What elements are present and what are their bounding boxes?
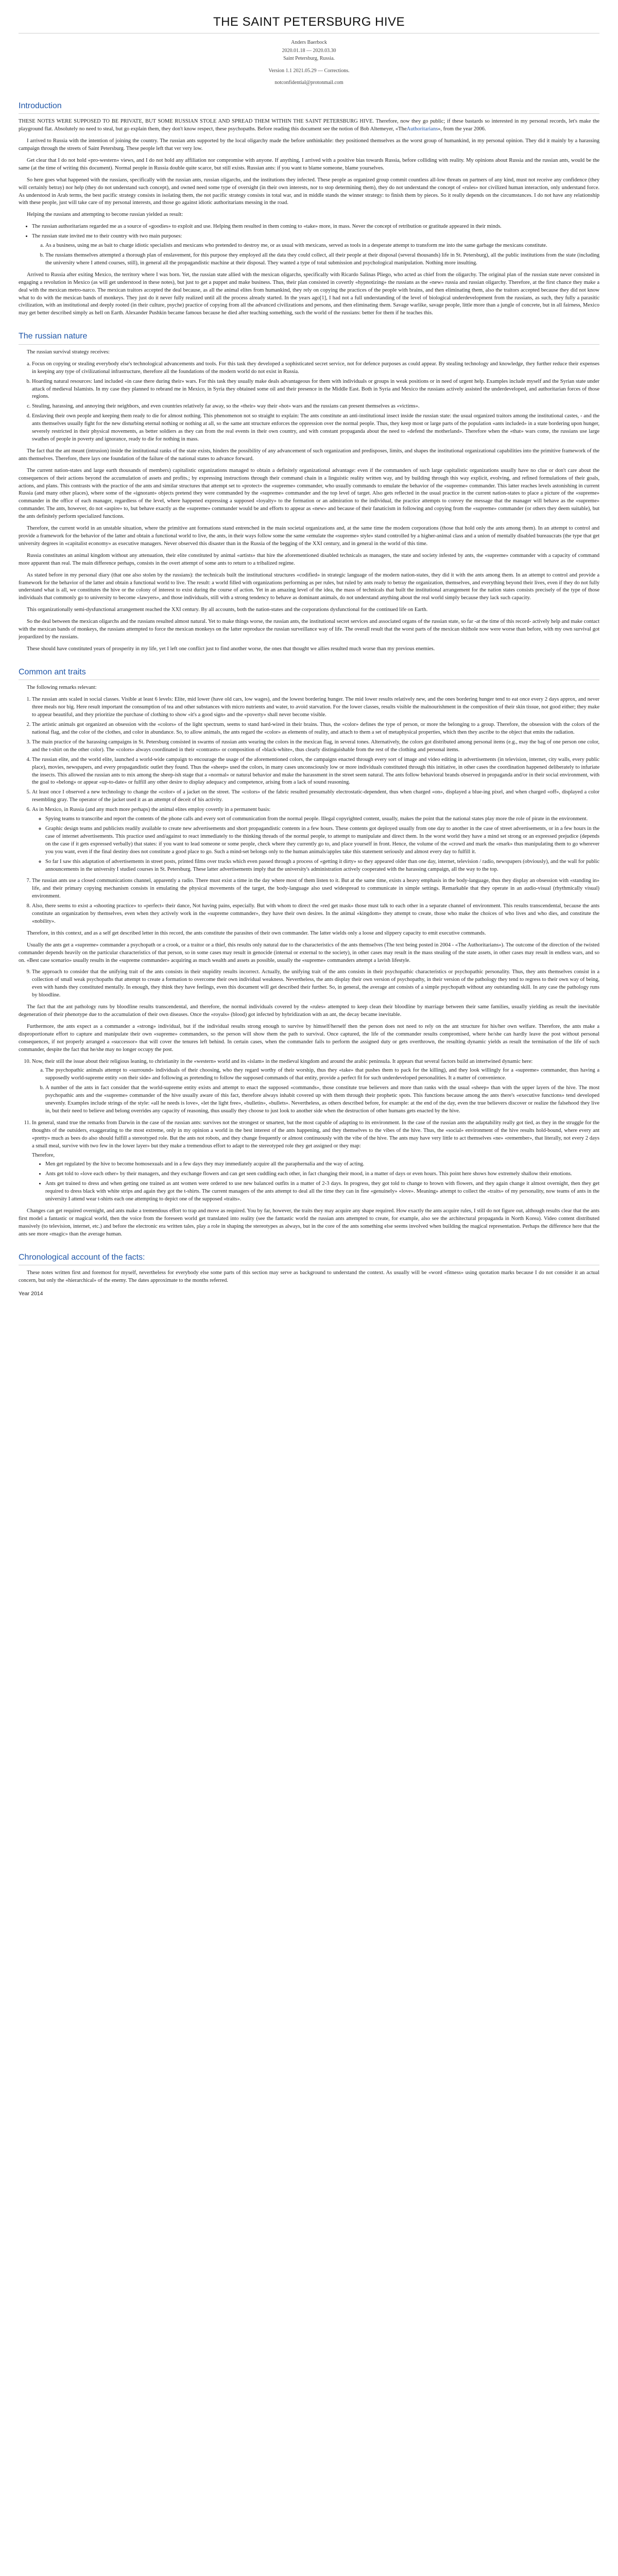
traits-list-religion (19, 1058, 599, 1204)
version: Version 1.1 2021.05.29 — Corrections. (268, 67, 350, 74)
nature-paragraph-8: These should have constituted years of prosperity in my life, yet I left one conflict just to find another worse, the ones that thought we allies resulted much worse than my previous enemies. (27, 646, 435, 652)
list-item: 1. The russian ants scaled in social classes. Visible at least 6 levels: Elite, mid lower (have old cars, low wages), and the lowest bordering hunger. The mid lower results relatively new, and the ones bordering hunger tend to eat once every 2 days approx, and never three meals nor big. Here result important the consumption of tea and other substances with micro nutrients and water, to avoid starvation. For the lower classes, results visible the malnourishment in the composition of their skin tissue, not good either; they make to appear beautiful, and they prioritize the purchase of clothing to show «it's a good sign» and the «poverty» shall never become visible. (32, 696, 599, 719)
section-russian-nature: The russian nature (19, 331, 599, 345)
intro-purposes-list (32, 242, 599, 267)
list-item: ◦ Graphic design teams and publicists readily available to create new advertisements and short propagandistic contents in a few hours. These contents got deployed usually from one day to another in the case of street advertisements, or in a few hours in the case of internet advertisements. This practice used and/against to react immediately to the thinking threads of the normal people, to attempt to manipulate and direct them. In the worst world they have a mind set strong or an expressed prejudice (depends on the case if it gets expressed verbally) that states: if you want to lead someone or some people, check where they currently go to, and place yourself in front. Hence, the volume of the «crowd and mark the «mark» thus manipulating them to go wherever you you want, even if the final destiny does not constitute a good place to go. Such a mind-set belongs only to the human animals/apples take this statement seriously and almost every day to fulfill it. (45, 825, 599, 856)
list-item: • The russian state invited me to their country with two main purposes: a. As a business, using me as bait to charge idiotic specialists and mexicans who pretended to destroy me, or as usual with mexicans, served as tools in a desperate attempt to transform me into the same garbage the mexicans constitute. b. The russians themselves attempted a thorough plan of enslavement, for this purpose they employed all the data they could collect, all their people at their disposal (several thousands) life in St. Petersburg), all the public institutions from the state (including the university where I attend courses, still), in general all the propagandistic machine at their disposal. They wanted a type of total submission and psychological manipulation. Nothing more insulting. (32, 233, 599, 267)
email: notconfidential@protonmail.com (274, 80, 344, 86)
nature-strategy-list (19, 361, 599, 444)
document-meta (19, 39, 599, 87)
list-item: 10. Now, their still the issue about their religious leaning, to christianity in the «western» world and its «islam» in the medieval kingdom and around the arabic peninsula. It appears that several factors build an intertwined dynamic here: a. The psychopathic animals attempt to «surround» individuals of their choosing, who they regard worthy of their worship, thus they «take» that pushes them to pack for the killing), and they look willingly for a «supreme» commander, thus having a supposedly world-supreme entity «on their side» and following as pretending to follow the supposed commands of that entity, provide a perfect fit for such underdeveloped personalities. It a matter of convenience. b. A number of the ants in fact consider that the world-supreme entity exists and attempt to enact the supposed «commands», those constitute true believers and more than ranks with the usual «sheep» than with the upper layers of the hive. The most psychopathic ants and the «supreme» commander of the hive usually aware of this fact, therefore always inhabit covered up with them through their prophetic spots. This functions because among the ants there's «executive functions» tend developed unevenly. Examples include strings of the style: «all he needs is love», «let the light free», «bulletin», «bullets». Nevertheless, as others described before, for example: at the end of the day, even the true believers discover or realize the falsehood they live in, but their need to believe and belong overrides any capacity of reasoning, thus usually they choose to just look to another side when the destruction of other humans gets enacted by the hive. (32, 1058, 599, 1115)
nature-paragraph-4: Russia constitutes an animal kingdom without any attenuation, their elite constituted by animal «artists» that hire the aforementioned disabled technicals as managers, the state and society infested by ants, the «supreme» commander with a capacity of command more apparent than real. The main difference perhaps, consists in the overt attempt of some ants to return to a tribalized regime. (19, 552, 599, 566)
list-item: a. Focus on copying or stealing everybody else's technological advancements and tools. For this task they developed a sophisticated secret service, not for defence purposes as could appear. By stealing technology and knowledge, they further reduce their expenses in keeping any type of civilizational infrastructure, therefore all the foundations of the modern world do not exist in Russia. (32, 361, 599, 376)
traits-paragraph-5: Furthermore, the ants expect as a commander a «strong» individual, but if the individual results strong enough to survive by himself/herself then the person does not need to rely on the ant structure for his/her own welfare. Therefore, the ants make a disproportionate effort to capture and manipulate their own «supreme» commanders, so the person will show them the path to survival. Once captured, the life of the commander results compromised, where he/she can hardly leave the post without personal consequences, if not properly arranged a «successor» that will cover the tenures left behind. In certain cases, when the commander fails to perform the assigned duty or gets overthrown, the resulting dynamic yields as result the termination of the life of such commander, despite the fact that he/she may no longer occupy the post. (19, 1023, 599, 1053)
section-chronology: Chronological account of the facts: (19, 1252, 599, 1266)
intro-results-list (19, 223, 599, 267)
list-item: • Men get regulated by the hive to become homosexuals and in a few days they may immediately acquire all the paraphernalia and the way of acting. (45, 1161, 599, 1168)
section-common-ant-traits: Common ant traits (19, 667, 599, 681)
list-item: 4. The russian elite, and the world elite, launched a world-wide campaign to encourage the usage of the aforementioned colors, the campaigns enacted through every sort of image and video editing in advertisements (in television, internet, city walls, every public place), movies, newspapers, and every propagandistic outlet they found. Thus the «sheep» used the colors, in many cases unconsciously low or more individuals constituted through this initiative, in other cases the coordination happened deliberately to infuriate the insects. This allowed the russian ants to mix among the sheep-ish stage that a «normal» or natural behavior and make the harassment in the street seem natural. The ants follow behavioral brands observed in propaganda and/or in their social environment, with the goal to «belong» or appear «up-to-date» or fulfill any other desire to display adequacy and competence, arising from a lack of sound reasoning. (32, 756, 599, 787)
list-item: • The russian authoritarians regarded me as a source of «goodies» to exploit and use. Helping them resulted in them coming to «take» more, in mass. Never the concept of retribution or gratitude appeared in their minds. (32, 223, 599, 231)
list-item: • Ants get trained to dress and when getting one trained as ant women were ordered to use new balanced outfits in a matter of 2-3 days. In progress, they got told to change to brown with flowers, and they again change it almost overnight, then they get required to dress black with white strips and again they got the t-shirts. The current managers of the ants attempt to deal all the time they can in fine «genuinely» «love». Meaning» attempt to collect the «traits» of my personality, now teams of ants in the university I attend wear t-shirts each one attempting to depict one of the supposed «traits». (45, 1180, 599, 1204)
list-item: 5. At least once I observed a new technology to change the «color» of a jacket on the street. The «colors» of the fabric resulted presumably electrostatic-dependent, thus when charged «on», displayed a blue-ing pixel, and when charged «off», displayed a color resembling gray. The operator of the jacket used it as an attempt of deceit of his activity. (32, 789, 599, 804)
intro-paragraph-3: Get clear that I do not hold «pro-western» views, and I do not hold any affiliation nor compromise with anyone. If anything, I arrived with a positive bias towards Russia, before colliding with reality. My opinions about Russia and the russian ants, would be the same (at the time of writing this document). Normal people in Russia double quite scarce, but still exists. Russian ants: if you want to blame someone, blame yourselves. (19, 157, 599, 171)
traits-paragraph-2: Therefore, in this context, and as a self get described letter in this record, the ants constitute the parasites of their own commander. The latter wields only a loose and slippery capacity to emit executive commands. (27, 930, 486, 936)
list-item: 3. The main practice of the harassing campaigns in St. Petersburg consisted in swarms of russian ants wearing the colors in the mexican flag, in several tones. Alternatively, the colors got distributed among personal items (e.g., may the bag of one person one color, and the t-shirt on the other color). The «colors» always coordinated in their «contrasts» or composition of «black-white», thus clearly distinguishable from the rest of the clothing and personal items. (32, 739, 599, 754)
list-item: a. The psychopathic animals attempt to «surround» individuals of their choosing, who they regard worthy of their worship, thus they «take» that pushes them to pack for the killing), and they look willingly for a «supreme» commander, thus having a supposedly world-supreme entity «on their side» and following as pretending to follow the supposed commands of that entity, provide a perfect fit for such underdeveloped personalities. It a matter of convenience. (45, 1067, 599, 1082)
list-item: 6. As in Mexico, in Russia (and any much more perhaps) the animal elites employ covertly in a permanent basis: ◦ Spying teams to transcribe and report the contents of the phone calls and every sort of communication from the normal people. Illegal copyrighted content, usually, makes the point that the national states play more the role of pirate in the environment. ◦ Graphic design teams and publicists readily available to create new advertisements and short propagandistic contents in a few hours. These contents got deployed usually from one day to another in the case of street advertisements, or in a few hours in the case of internet advertisements. This practice used and/against to react immediately to the thinking threads of the normal people, to attempt to manipulate and direct them. In the worst world they have a mind set strong or an expressed prejudice (depends on the case if it gets expressed verbally) that states: if you want to lead someone or some people, check where they currently go to, and place yourself in front. Hence, the volume of the «crowd and mark the «mark» thus manipulating them to go wherever you you want, even if the final destiny does not constitute a good place to go. Such a mind-set belongs only to the human animals/apples take this statement seriously and almost every day to fulfill it. ◦ So far I saw this adaptation of advertisements in street posts, printed films over trucks which even passed through a process of «getting it dirty» so they appeared older than one day, internet, television / radio, newspapers (obviously), and the wall for public announcements in the university I studied courses in St. Petersburg. These latter advertisements imply that the university's administration actively cooperated with the harassing campaign, all the way to the top. (32, 806, 599, 873)
nature-paragraph-3: Therefore, the current world in an unstable situation, where the primitive ant formations stand entrenched in the main societal organizations and, at the same time the modern corporations (those that hold only the ants among them). In an attempt to control and provide a framework for the behavior of the latter and obtain a functional world to live, the ants, in their ways follow some the same «emulate the «supreme» style» stand controlled by a higher-animal class and a union of mentally disabled bureaucrats (the type that get university degrees in «capitalist economy» as executive managers. Never observed this disaster than in the Russia of the begging of the XXI century, and in general in the world of this time. (19, 526, 599, 547)
dates: 2020.01.18 — 2020.03.30 (282, 47, 336, 54)
traits-list-continued (19, 969, 599, 999)
traits-paragraph-3: Usually the ants get a «supreme» commander a psychopath or a crook, or a traitor or a thief, this results only natural due to the characteristics of the ants themselves (The text being posted in 2004 - «The Authoritarians»). The outcome of the direction of the twisted commander depends heavily on the particular characteristics of that person, so in some cases may result in genocide (internal or external to the society), in other cases may result in the mass stealing of the state assets, in other cases may result in endless wars, and so on. «Best case scenario» usually results in the «supreme commander» acquiring as much wealth and assets as possible, usually the «supreme» commanders attempt a lavish lifestyle. (19, 942, 599, 963)
intro-paragraph-2: I arrived to Russia with the intention of joining the country. The russian ants supported by the local oligarchy made the before unthinkable: they positioned themselves as the worst group of humankind, in my personal opinion. They did it mainly by a harassing campaign through the streets of Saint Petersburg. These people left that ver very low. (19, 138, 599, 152)
document-title: THE SAINT PETERSBURG HIVE (19, 13, 599, 33)
nature-paragraph-1: The russian survival strategy receives: (27, 349, 110, 355)
nature-paragraph-6: This organizationally semi-dysfunctional arrangement reached the XXI century. By all accounts, both the nation-states and the corporations dysfunctional for the continued life on Earth. (27, 607, 428, 613)
author: Anders Baerbock (291, 40, 327, 46)
list-item: 8. Also, there seems to exist a «shooting practice» to «perfect» their dance, Not having pains, especially. But with whom to direct the «red get mask» those must talk to each other in a separate channel of environment. This results transcendental, because the ants constitute an organization by themselves, even when they actively work in the «supreme commander», they have their own desires. In the animal «kingdom» they attempt to create, those who make the choices of who lives and who dies, and constitute the «nobility». (32, 903, 599, 926)
list-item: a. As a business, using me as bait to charge idiotic specialists and mexicans who pretended to destroy me, or as usual with mexicans, served as tools in a desperate attempt to transform me into the same garbage the mexicans constitute. (45, 242, 599, 250)
list-item: d. Enslaving their own people and keeping them ready to die for almost nothing. This phenomenon not so straight to explain: The ants constitute an anti-institutional insect inside the russian state: the usual organized traitors among the institutional castes, - and the ants themselves usually fight for the new disturbing eternal nothing or nothing at all, so the same ant structure enforces the oppression over the normal people. Thus, they keep most or large parts of the population «ants included» in a state bordering upon hunger, severely restricted in their physical movements, as better soldiers as they can from the real events in their own country, and with constant propaganda about the need to «defend the motherland». Therefore when the «that» wars come, the russians use large swathes of people in poverty and ignorance, ready to die for nothing in mass. (32, 413, 599, 444)
intro-paragraph-6: Arrived to Russia after exiting Mexico, the territory where I was born. Yet, the russian state allied with the mexican oligarchs, specifically with Ricardo Salinas Pliego, who acted as chief from the oligarchy. The original plan of the russian state never consisted in engaging a revolution in Mexico (as will get understood in these notes), but just to get a puppet and make business. Thus, their plan consisted in covertly «hypnotizing» the russians as the «new» russia and russian oligarchy. Therefore, at the first chance they make a deal with the mexican metro-narco. The mexican traitors accepted the deal because, as all the animal elites from humankind, they rely on copying the practices of the people with brains, and then eliminating them, also the traitors accepted because they did not know what to do with the mexican bands of monkeys. They just do it never fully realized until all the process already started. In the years ago[1], I had not a full understanding of the level of biological underdevelopment from the russians, as such, they fully a parasitic civilization, with an institutional and deeply rooted (in their culture, psyche) practice of copying from all the advanced civilizations and persons, and then eliminating them. Savage warlike, savage people, little more than a jungle of concrete, but in all fairness, Mexico may get better described simply as hell on Earth. Alexander Pushkin became famous because he died after teaching something, such the world of the russians: better for them if he teaches this. (19, 272, 599, 316)
traits-sublist (32, 816, 599, 873)
religion-sublist (32, 1067, 599, 1115)
year-heading: Year 2014 (19, 1291, 43, 1297)
nature-paragraph-ant: The fact that the ant meant (intrusion) inside the institutional ranks of the state exists, hinders the possibility of any advancement of such organization and predisposes, limits, and shapes the institutional organizational capabilities into the primitive framework of the ants themselves. Therefore, there lays one foundation of the failure of the national states to advance forward. (19, 448, 599, 462)
list-item: 9. The approach to consider that the unifying trait of the ants consists in their stupidity results incorrect. Actually, the unifying trait of the ants consists in their psychopathic characteristics or psychopathic personality. Thus, they ants themselves consist in a collection of small weak psychopaths that attempt to create a formation to overcome their own individual weakness. Nevertheless, the ants display their own version of psychopathy, in their version of the pathology they tend to regress to their own way of being, even with hands they constituted mentally. In enough, they think they have feelings, even this document will get described their further. So, in general, the average ant consists of a simple psychopath without any outstanding skill. In any case the pathology runs by bloodline. (32, 969, 599, 999)
list-item: • Ants get told to «love each other» by their managers, and they exchange flowers and can get seen cuddling each other, in fact changing their mood, in a matter of days or even hours. This point here shows how extremely shallow their emotions. (45, 1171, 599, 1178)
chronology-paragraph-1: These notes written first and foremost for myself, nevertheless for everybody else some parts of this section may serve as background to understand the context. As usually will be «word «fitness» using quotation marks because I do not consider it an actual concern, but only the «hierarchical» of the enemy. The dates approximate to the months referred. (19, 1270, 599, 1284)
nature-paragraph-7: So the deal between the mexican oligarchs and the russians resulted almost natural. Yet to make things worse, the russian ants, the institutional secret services and associated organs of the russian state, so far -at the time of this record- actively help and make contact with the mexican bands of monkeys, the russians attempted to force the mexican monkeys on the latter reproduce the russian surveillance way of life. The overall result that the worst parts of the mexican shithole now were worse than before, with my own survival got jeopardized by the russians. (19, 619, 599, 640)
nature-paragraph-2: The current nation-states and large earth thousands of members) capitalistic organizations managed to obtain a definitely organizational advantage: even if the commanders of such large capitalistic organizations usually have no clue or don't care about the consequences of their actions beyond the accumulation of assets and profits.; by expressing instructions through their command chain in a linguistic reality written way, and by building through this way explicit, evolving, and refined formulations of their goals, actions, and plans. This contrasts with the practice of the ants and similar structures that attempt set to «protect» the «supreme» commander, who usually commands to emulate the behavior of the «supreme» commander. This latter reaches levels astonishing in current Russia (and many other places), where some of the «ignorant» objects pretend they were commanded by the «supreme» commander and the top level of target. Also gets reflected in the usual practice in the current nation-states to place a picture of the «supreme» commander in the office of each manager, regardless of the level, where happened expressing a supposed «loyalty» to the formation or an admiration to the individual, the practice attempts to convey the message that the manager will behave as the «supreme» commander. The ants, however, do not «aspire» to, but behave exactly as the «supreme» commander would be and efforts to appear as «new» and because of their fanaticism in following and copying from the «supreme» commander (or others they deem suitable), but the ants definitely perform specialized functions. (19, 467, 599, 520)
intro-paragraph-4: So here goes what happened with the russians, specifically with the russian ants, russian oligarchs, and the institutions they infected. These people as organized group commit countless all-low threats on partners of any kind, must not receive any confidence (they will certainly betray) nor help (they do not understand such concept), and owned need some type of oversight (in their own interests, nor to stop determining them), they do not understand the concept of «rules» nor civilized human interaction, only understand force. As understood in Arab terms, the best pacific strategy consists in isolating them, the not pacific strategy consists in total war, and in middle stands the winner strategy: to finish them by pieces. So it really depends on the circumstances. I do not have any relationship with these people, just will take care of my personal interests, and those go against idiotic authoritarians messing in the road. (19, 177, 599, 206)
traits-paragraph-final: Changes can get required overnight, and ants make a tremendous effort to trap and move as required. You by far, however, the traits they may acquire any shape required. How exactly the ants acquire rules, I still do not figure out, although results clear that the ants first model a fantastic or magical world, then the voice from the foreseen world get translated into reality (see the fantastic world the russian ants attempted to create, for example, also see the architectural propaganda in North Korea). Video content distributed massively (to television, internet, etc.) and before the electronic era written tales, play a role in shaping the stereotypes as always, but in the core of the ants something else seems involved when building the magical representation. Perhaps the difference here that the ants see more «magic» than the average human. (19, 1208, 599, 1237)
traits-list (19, 696, 599, 925)
list-item: 11. In general, stand true the remarks from Darwin in the case of the russian ants: survives not the strongest or smartest, but the most capable of adapting to its environment. In the case of the russian ants the adaptability really got tied, as they in the struggle for the thoughts of the outsiders, exaggerating to the most extreme, only in my opinion a world in the best interest of the ants happening, and they themselves to the vibes of the hive. Thus, the «social» environment of the hive results hold-bound, where every ant «pretty» much as bees do also should fulfill a stereotyped role. But the ants not robots, and they change frequently or almost continuously with the vibe of the hive. The ants may have very little to act themselves «ne» «remember», that literally, not every 2 days a small meal, survive with two few in the lower layer» but they make a tremendous effort to adapt to the stereotyped role they get assigned or they map: Therefore, • Men get regulated by the hive to become homosexuals and in a few days they may immediately acquire all the paraphernalia and the way of acting. • Ants get told to «love each other» by their managers, and they exchange flowers and can get seen cuddling each other, in fact changing their mood, in a matter of days or even hours. This point here shows how extremely shallow their emotions. • Ants get trained to dress and when getting one trained as ant women were ordered to use new balanced outfits in a matter of 2-3 days. In progress, they got told to change to brown with flowers, and they again change it almost overnight, then they get required to dress black with white strips and again they got the t-shirts. The current managers of the ants attempt to deal all the time they can in fine «genuinely» «love». Meaning» attempt to collect the «traits» of my personality, now teams of ants in the university I attend wear t-shirts each one attempting to depict one of the supposed «traits». (32, 1120, 599, 1204)
list-item: b. A number of the ants in fact consider that the world-supreme entity exists and attempt to enact the supposed «commands», those constitute true believers and more than ranks with the usual «sheep» than with the upper layers of the hive. The most psychopathic ants and the «supreme» commander of the hive usually aware of this fact, therefore always inhabit covered up with them through their prophetic spots. This functions because among the ants there's «executive functions» tend developed unevenly. Examples include strings of the style: «all he needs is love», «let the light free», «bulletin», «bullets». Nevertheless, as others described before, for example: at the end of the day, even the true believers discover or realize the falsehood they live in, but their need to believe and belong overrides any capacity of reasoning, thus usually they choose to just look to another side when the destruction of other humans gets enacted by the hive. (45, 1084, 599, 1115)
traits-paragraph-1: The following remarks relevant: (27, 685, 97, 691)
therefore-label: Therefore, (32, 1152, 55, 1158)
intro-paragraph-1: THESE NOTES WERE SUPPOSED TO BE PRIVATE, BUT SOME RUSSIAN STOLE AND SPREAD THEM WITHIN THE SAINT PETERSBURG HIVE. Therefore, now they go public; if these bastards so interested in my personal records, let's make the playground flat. Absolutely no need to steal, but go explain them, they don't know respect, these psychopaths. Before reading this document see the notion of Bob Altemeyer, «TheAuthoritarians», from the year 2006. (19, 118, 599, 132)
authoritarians-link[interactable]: Authoritarians (406, 126, 438, 132)
list-item: ◦ So far I saw this adaptation of advertisements in street posts, printed films over trucks which even passed through a process of «getting it dirty» so they appeared older than one day, internet, television / radio, newspapers (obviously), and the wall for public announcements in the university I studied courses in St. Petersburg. These latter advertisements imply that the university's administration actively cooperated with the harassing campaign, all the way to the top. (45, 858, 599, 874)
list-item: 7. The russian ants use a closed communications channel, apparently a radio. There must exist a time in the day where most of them listen to it. But at the same time, exists a heavy emphasis in the body-language, thus they display an obsession with «standing in» life, and their primary copying mechanism consists in emulating the physical movements of the target, the body-language also used widespread to communicate in simple settings. Remarkable that they operate in an audio-visual (rhythmically visual) environment. (32, 877, 599, 901)
list-item: c. Stealing, harassing, and annoying their neighbors, and even countries relatively far away, so the «their» way their «hot» wars and the russians can present themselves as «victims». (32, 403, 599, 411)
list-item: ◦ Spying teams to transcribe and report the contents of the phone calls and every sort of communication from the normal people. Illegal copyrighted content, usually, makes the point that the national states play more the role of pirate in the environment. (45, 816, 599, 823)
place: Saint Petersburg, Russia. (283, 56, 335, 62)
adaptation-sublist (32, 1161, 599, 1204)
nature-paragraph-5: As stated before in my personal diary (that one also stolen by the russians): the technicals built the institutional structures «codified» in strategic language of the modern nation-states, they did it with the ants among them. In an attempt to control and provide a framework for the behavior of the latter and obtain a functional world to live. The result: a world filled with organizations performing as per rules, but ruled by ants ready to betray the organization, themselves, and everything beyond their lives, even if they do not fully understand what is all, we constitutes the hive or the colony of interest to exist during the course of action. Yet in an amazing level of the idea, the mass of technicals that built the institutional arrangement for the nation states consists precisely of the type of those individuals that commonly go to university to become «lawyers», and those individuals, still with a strong tendency to behave as dominant animals, do not understand anything about the real world simply because they lack such capacity. (19, 572, 599, 601)
list-item: b. The russians themselves attempted a thorough plan of enslavement, for this purpose they employed all the data they could collect, all their people at their disposal (several thousands) life in St. Petersburg), all the public institutions from the state (including the university where I attend courses, still), in general all the propagandistic machine at their disposal. They wanted a type of total submission and psychological manipulation. Nothing more insulting. (45, 252, 599, 267)
list-item: b. Hoarding natural resources: land included «in case there during their» wars. For this task they usually make deals advantageous for them with individuals or groups in weak positions or in need of urgent help. Examples include myself and the Syrian state under attack of medieval Islamists. In my case they planned to rebrand me in Mexico, in Syria they obtained some oil and their presence in the Middle East. Both in Syria and Mexico the russians actively assisted the underdeveloped, and authoritarian forces of those regions. (32, 378, 599, 401)
intro-paragraph-5: Helping the russians and attempting to become russian yielded as result: (27, 212, 183, 218)
traits-paragraph-4: The fact that the ant pathology runs by bloodline results transcendental, and therefore, the normal individuals covered by the «rules» attempted to keep clean their bloodline by marriage between their same families, usually yielding as result the inevitable degeneration of their phenotype due to the accumulation of their own diseases. Once the «royals» (blood) got infected by hybridization with an ant, the decay became inevitable. (19, 1004, 599, 1018)
list-item: 2. The artistic animals got organized an obsession with the «colors» of the light spectrum, seems to stand hard-wired in their brains. Thus, the «color» defines the type of person, or more the belonging to a group. Therefore, the obsession with the colors of the national flag, and the color of the clothes, and color in abundance. So, to allow animals, the ants regard the «color» as elements of reality, and attach to them a set of metaphysical properties, which then they ascribe to the object that emits the radiation. (32, 721, 599, 737)
section-introduction: Introduction (19, 100, 599, 114)
